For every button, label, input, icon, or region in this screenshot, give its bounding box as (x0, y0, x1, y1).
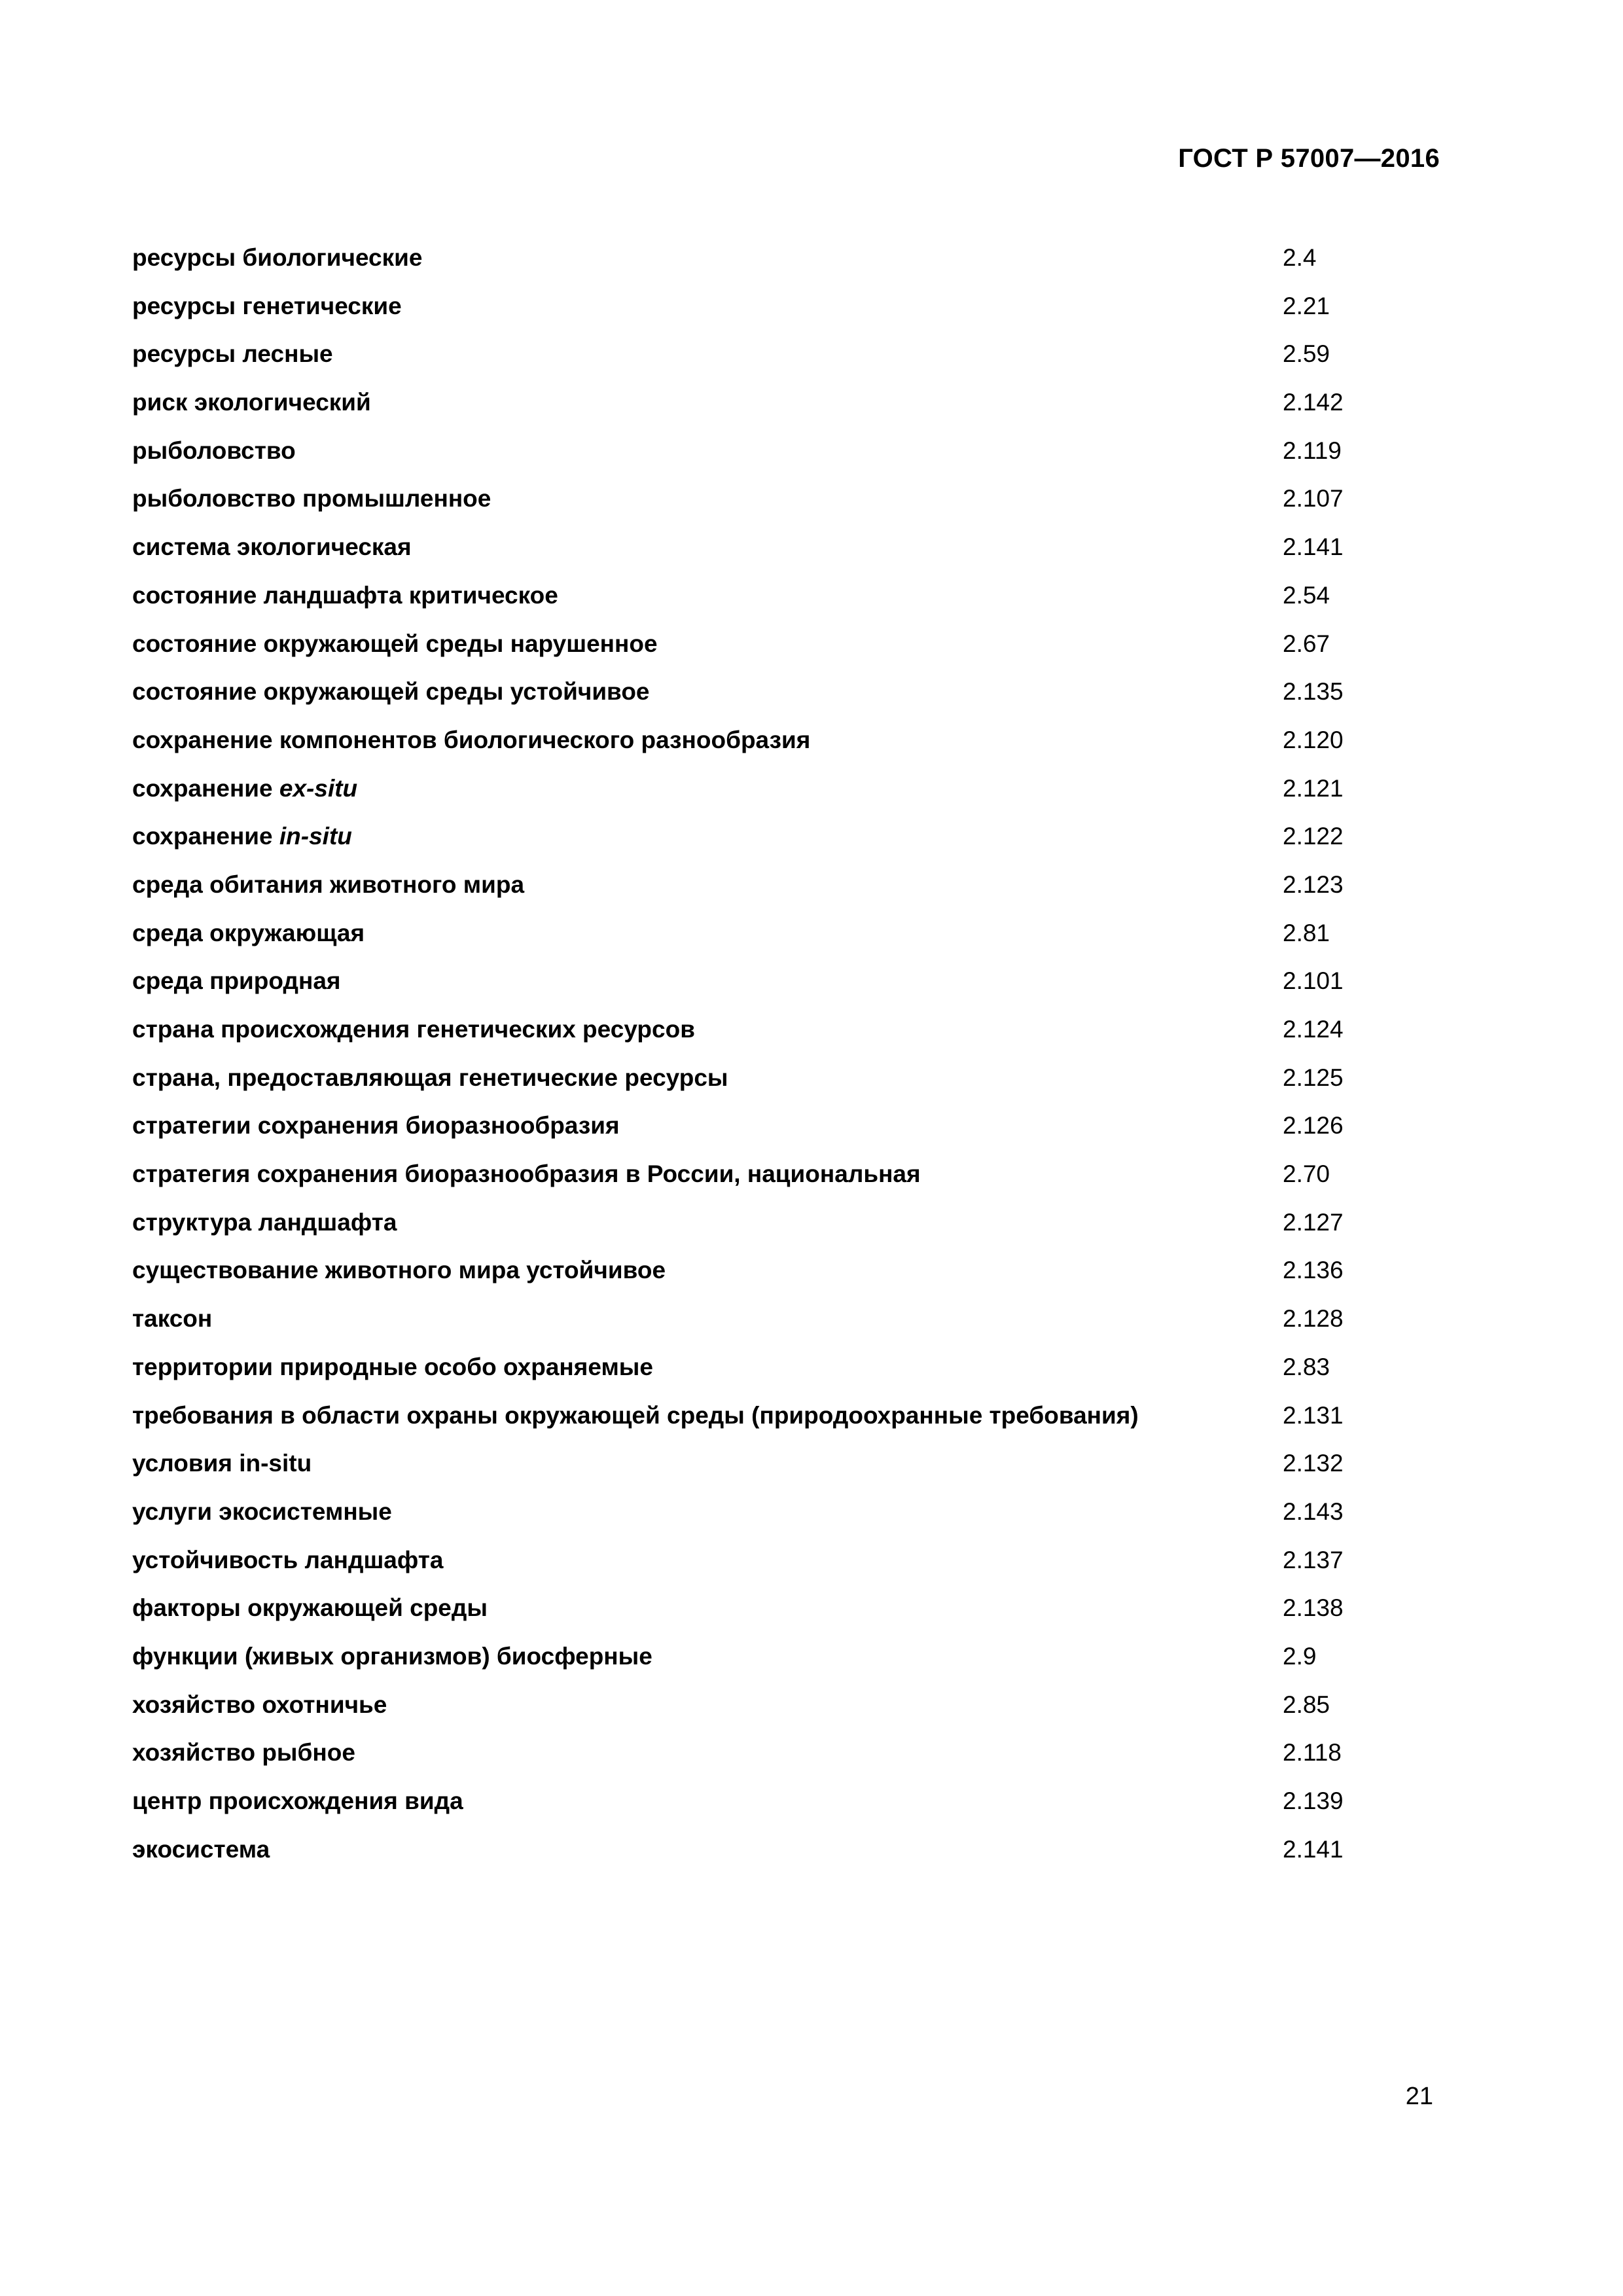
index-term (132, 1637, 652, 1676)
index-term-text: территории природные особо охраняемые (132, 1353, 653, 1380)
index-reference-number: 2.143 (1283, 1498, 1344, 1525)
index-term-text: устойчивость ландшафта (132, 1546, 444, 1573)
index-term-text: риск экологический (132, 389, 371, 416)
index-term (132, 769, 357, 808)
index-reference-number: 2.142 (1283, 389, 1344, 416)
index-term (132, 1733, 355, 1772)
index-term (132, 1396, 1139, 1435)
index-term (132, 817, 352, 856)
index-row (132, 1251, 1441, 1299)
index-row (132, 1058, 1441, 1107)
index-term (132, 1010, 695, 1049)
index-reference-number: 2.125 (1283, 1064, 1344, 1091)
index-reference-number: 2.9 (1283, 1642, 1317, 1670)
index-term (132, 1106, 620, 1145)
index-reference-number: 2.4 (1283, 244, 1317, 271)
index-row (132, 1010, 1441, 1058)
index-row (132, 1685, 1441, 1734)
index-reference-number: 2.59 (1283, 340, 1330, 368)
index-term-text: состояние окружающей среды нарушенное (132, 630, 658, 657)
index-reference-number: 2.135 (1283, 678, 1344, 706)
index-reference-number: 2.141 (1283, 533, 1344, 561)
index-term-text: функции (живых организмов) биосферные (132, 1642, 652, 1670)
index-term-italic: ex-situ (279, 774, 358, 802)
index-term-text: страна происхождения генетических ресурсов (132, 1016, 695, 1043)
index-term-text: ресурсы биологические (132, 244, 423, 271)
index-term (132, 1299, 212, 1338)
index-term-text: стратегия сохранения биоразнообразия в России, национальная (132, 1160, 921, 1188)
index-reference-number: 2.67 (1283, 630, 1330, 657)
index-term (132, 1588, 488, 1628)
index-term-text: экосистема (132, 1835, 270, 1863)
index-row (132, 1588, 1441, 1637)
index-term-text: сохранение компонентов биологического разнообразия (132, 726, 811, 753)
index-row (132, 1492, 1441, 1541)
index-term-text: факторы окружающей среды (132, 1594, 488, 1622)
index-term (132, 576, 558, 615)
index-reference-number: 2.127 (1283, 1208, 1344, 1236)
index-reference-number: 2.122 (1283, 823, 1344, 850)
index-row (132, 1733, 1441, 1782)
index-row (132, 817, 1441, 865)
index-reference-number: 2.120 (1283, 726, 1344, 753)
index-reference-number: 2.107 (1283, 485, 1344, 512)
index-term (132, 1492, 392, 1532)
page-number: 21 (1405, 2083, 1433, 2110)
index-row (132, 914, 1441, 962)
index-reference-number: 2.137 (1283, 1546, 1344, 1573)
index-term-text: рыболовство промышленное (132, 485, 491, 512)
index-term (132, 287, 402, 326)
index-reference-number: 2.123 (1283, 870, 1344, 898)
index-row (132, 769, 1441, 817)
index-row (132, 1541, 1441, 1589)
index-term (132, 1685, 387, 1725)
page-header-standard-code: ГОСТ Р 57007—2016 (1178, 144, 1440, 173)
index-row (132, 431, 1441, 480)
index-term (132, 1782, 463, 1821)
index-term-text: ресурсы лесные (132, 340, 333, 368)
index-reference-number: 2.128 (1283, 1305, 1344, 1333)
index-term-text: центр происхождения вида (132, 1787, 463, 1814)
index-term (132, 865, 524, 905)
index-term (132, 1155, 921, 1194)
index-reference-number: 2.132 (1283, 1450, 1344, 1477)
index-term (132, 1444, 312, 1483)
index-term-text: услуги экосистемные (132, 1498, 392, 1525)
index-reference-number: 2.136 (1283, 1257, 1344, 1284)
index-term (132, 1541, 443, 1580)
index-term-text: рыболовство (132, 437, 296, 464)
index-term (132, 961, 341, 1001)
index-row (132, 383, 1441, 431)
index-row (132, 1106, 1441, 1155)
index-row (132, 238, 1441, 287)
index-reference-number: 2.119 (1283, 437, 1342, 464)
index-row (132, 624, 1441, 673)
index-term (132, 1251, 666, 1290)
index-reference-number: 2.54 (1283, 581, 1330, 609)
index-term-text: ресурсы генетические (132, 292, 402, 319)
index-row (132, 334, 1441, 383)
index-reference-number: 2.21 (1283, 292, 1330, 319)
index-term (132, 1203, 397, 1242)
index-row (132, 1203, 1441, 1251)
index-term-text: среда обитания животного мира (132, 870, 525, 898)
index-row (132, 1444, 1441, 1492)
index-term-text: стратегии сохранения биоразнообразия (132, 1112, 620, 1139)
index-row (132, 1348, 1441, 1396)
index-reference-number: 2.126 (1283, 1112, 1344, 1139)
index-term-text: система экологическая (132, 533, 412, 561)
index-row (132, 1830, 1441, 1878)
index-row (132, 865, 1441, 914)
index-term (132, 624, 658, 664)
index-term (132, 479, 491, 518)
index-term-text: хозяйство рыбное (132, 1739, 355, 1767)
index-term-text: хозяйство охотничье (132, 1691, 387, 1718)
index-term-text: среда окружающая (132, 919, 365, 946)
index-term (132, 431, 296, 471)
index-term (132, 1348, 653, 1387)
index-term-text: требования в области охраны окружающей среды (природоохранные требования) (132, 1401, 1139, 1429)
index-term-text: страна, предоставляющая генетические ресурсы (132, 1064, 728, 1091)
index-term (132, 528, 412, 567)
index-row (132, 1637, 1441, 1685)
index-reference-number: 2.124 (1283, 1016, 1344, 1043)
index-term-text: существование животного мира устойчивое (132, 1257, 666, 1284)
index-term-italic: in-situ (279, 823, 352, 850)
index-row (132, 1299, 1441, 1348)
index-row (132, 479, 1441, 528)
index-term (132, 238, 422, 278)
index-row (132, 721, 1441, 769)
index-term (132, 334, 333, 374)
index-row (132, 1782, 1441, 1830)
index-row (132, 961, 1441, 1010)
index-reference-number: 2.131 (1283, 1401, 1344, 1429)
index-term (132, 721, 810, 760)
index-term (132, 672, 650, 711)
alphabetical-index-list (132, 238, 1441, 1878)
index-term-text: условия in-situ (132, 1450, 312, 1477)
index-reference-number: 2.85 (1283, 1691, 1330, 1718)
index-row (132, 576, 1441, 624)
index-reference-number: 2.81 (1283, 919, 1330, 946)
index-term (132, 914, 365, 953)
index-reference-number: 2.138 (1283, 1594, 1344, 1622)
index-term-text: состояние окружающей среды устойчивое (132, 678, 650, 706)
index-reference-number: 2.141 (1283, 1835, 1344, 1863)
index-reference-number: 2.118 (1283, 1739, 1342, 1767)
index-term-text: сохранение (132, 774, 273, 802)
index-term-text: состояние ландшафта критическое (132, 581, 558, 609)
index-term-text: сохранение (132, 823, 273, 850)
index-row (132, 287, 1441, 335)
index-term-text: среда природная (132, 967, 341, 995)
index-term-text: таксон (132, 1305, 213, 1333)
index-reference-number: 2.139 (1283, 1787, 1344, 1814)
index-reference-number: 2.101 (1283, 967, 1344, 995)
index-reference-number: 2.83 (1283, 1353, 1330, 1380)
index-row (132, 1155, 1441, 1203)
index-term (132, 1058, 728, 1098)
index-term (132, 1830, 270, 1869)
index-row (132, 672, 1441, 721)
index-term (132, 383, 371, 422)
index-row (132, 528, 1441, 576)
index-term-text: структура ландшафта (132, 1208, 397, 1236)
index-reference-number: 2.70 (1283, 1160, 1330, 1188)
index-reference-number: 2.121 (1283, 774, 1344, 802)
index-row (132, 1396, 1441, 1444)
